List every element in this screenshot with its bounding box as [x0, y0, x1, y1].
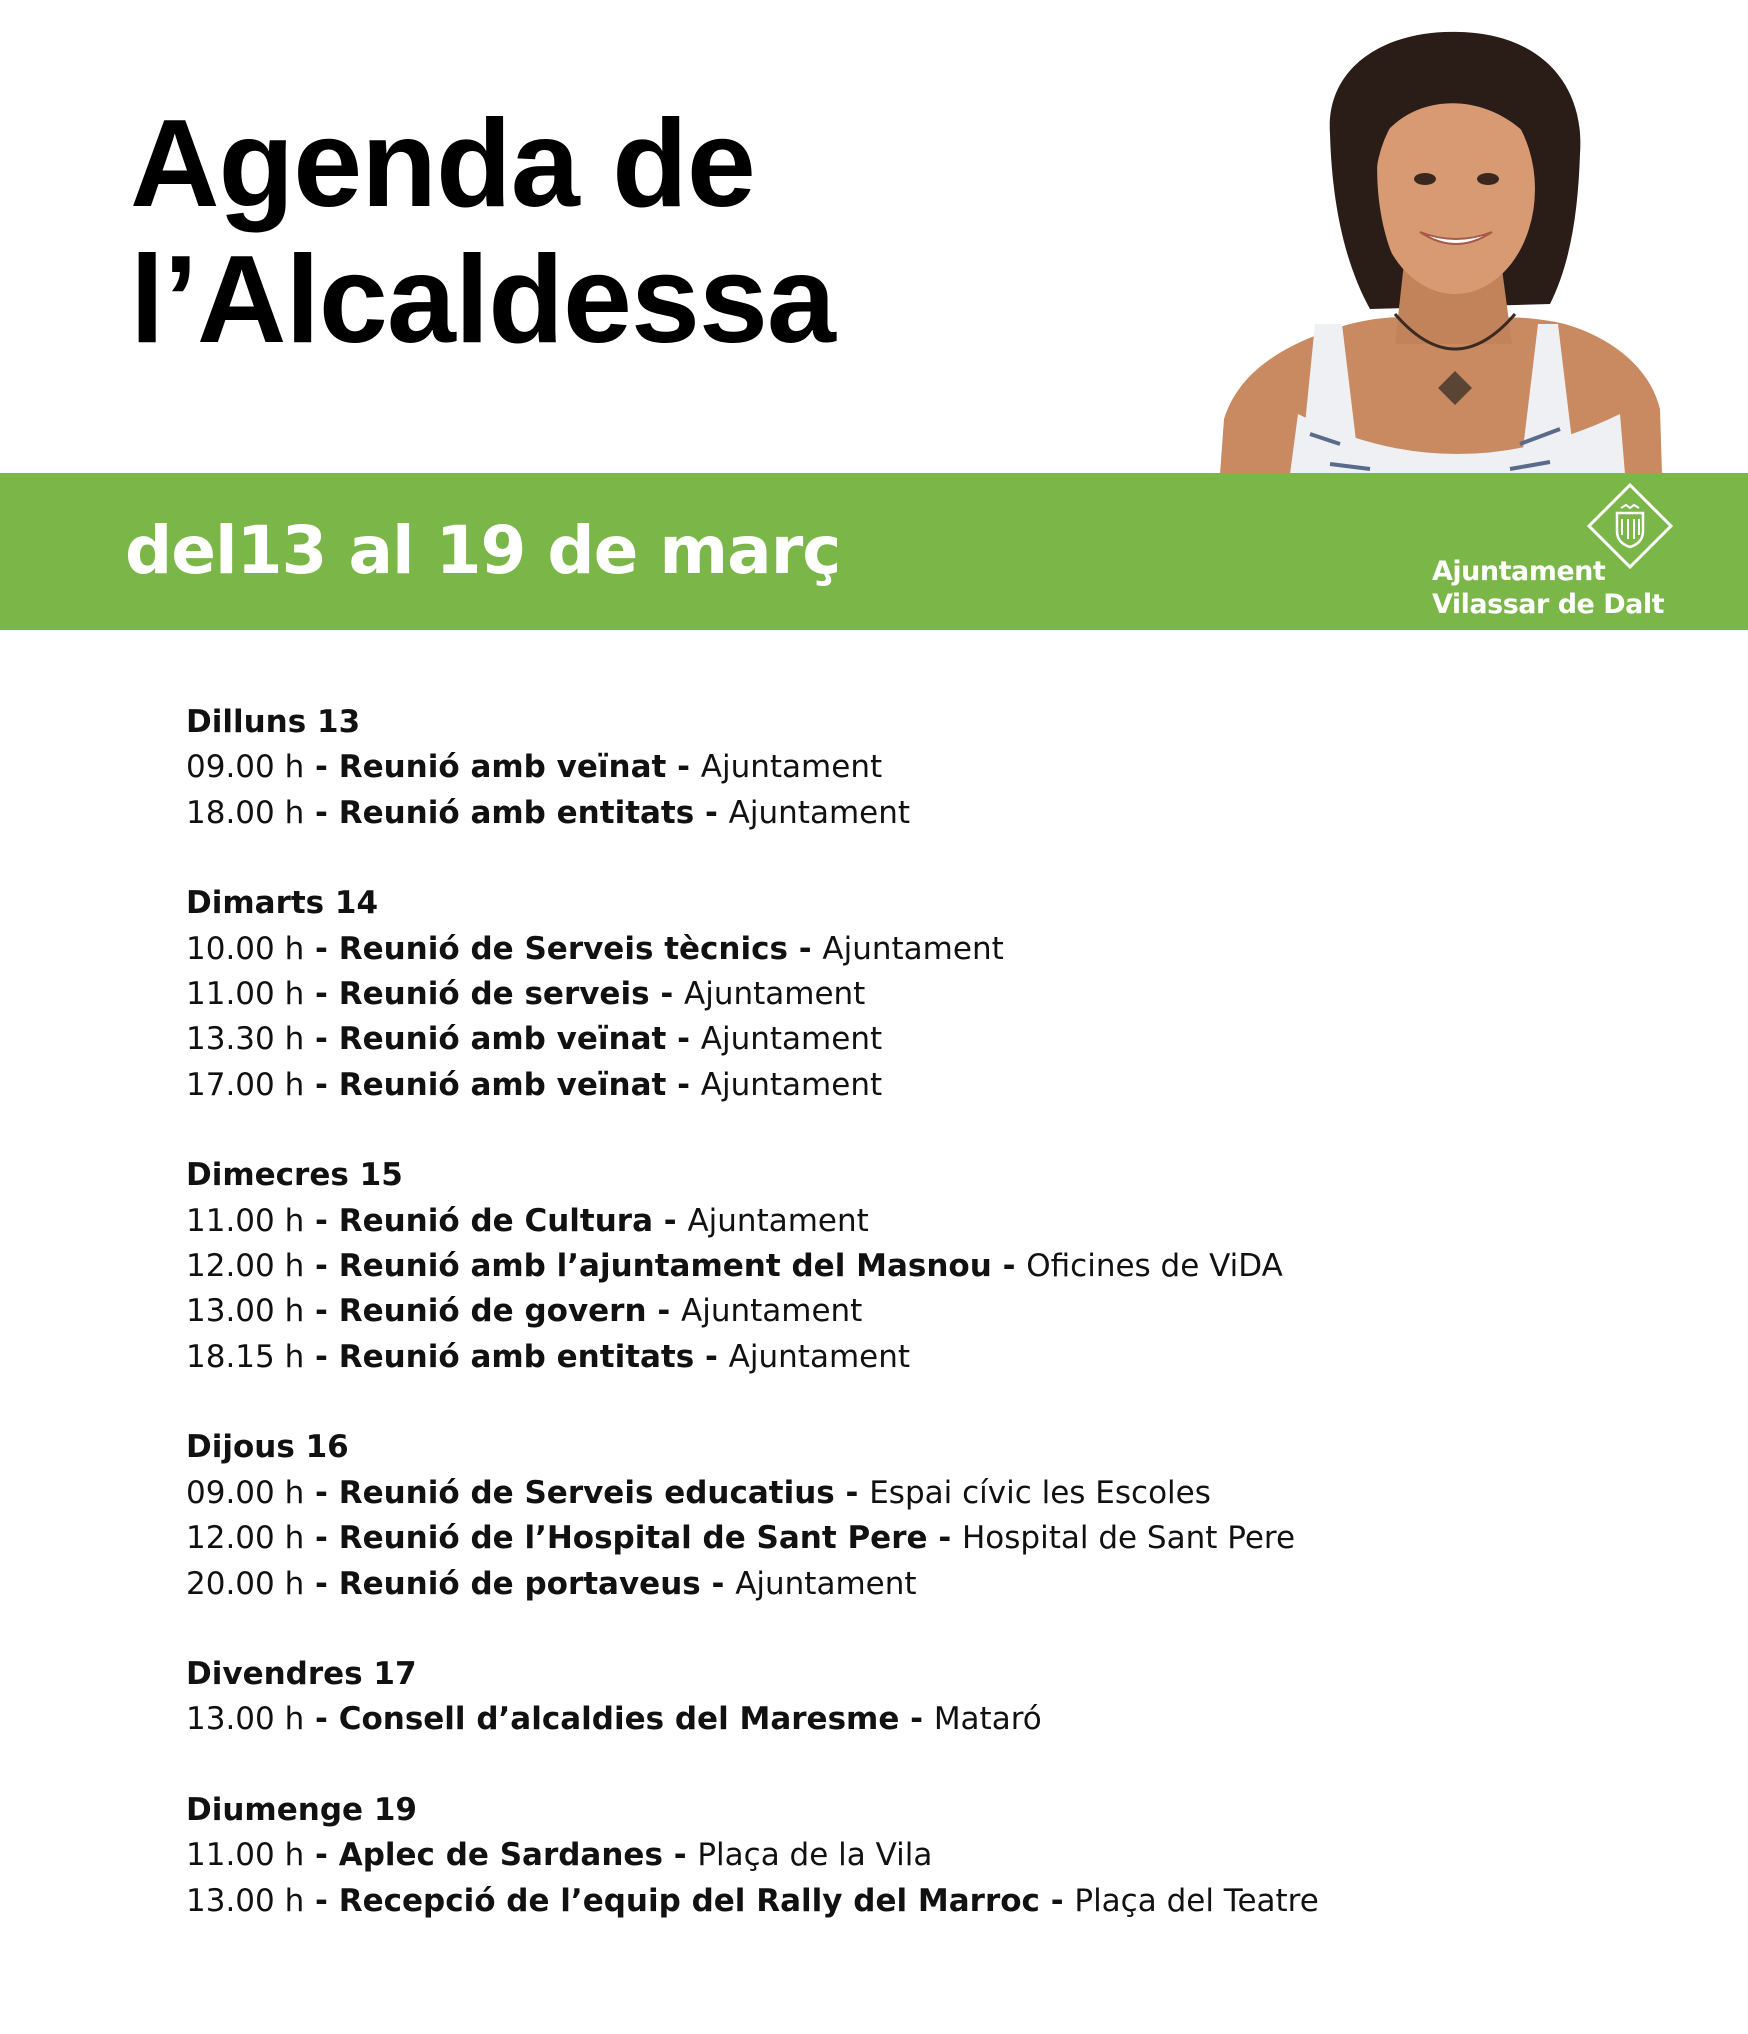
entry-event: Reunió de Serveis tècnics	[338, 930, 788, 967]
entry-separator: -	[700, 1565, 736, 1602]
entry-event: Aplec de Sardanes	[338, 1837, 663, 1874]
entry-event: Reunió amb entitats	[338, 794, 695, 831]
entry-separator: -	[304, 1837, 339, 1874]
entry-place: Espai cívic les Escoles	[869, 1474, 1211, 1511]
entry-place: Oficines de ViDA	[1026, 1248, 1283, 1285]
agenda-entry	[186, 1289, 1686, 1334]
entry-time: 18.15 h	[186, 1338, 305, 1375]
entry-separator: -	[304, 1701, 339, 1738]
entry-separator: -	[787, 930, 823, 967]
entry-separator: -	[991, 1248, 1027, 1285]
day-heading: Dimarts 14	[186, 885, 379, 922]
entry-place: Ajuntament	[684, 976, 866, 1013]
entry-separator: -	[304, 1248, 339, 1285]
logo-line-1: Ajuntament	[1432, 556, 1606, 587]
agenda-entry	[186, 972, 1686, 1017]
entry-place: Ajuntament	[681, 1293, 863, 1330]
entry-place: Ajuntament	[822, 930, 1004, 967]
entry-place: Ajuntament	[728, 794, 911, 831]
entry-separator: -	[304, 976, 339, 1013]
entry-place: Ajuntament	[700, 1066, 883, 1103]
agenda-entry	[186, 1562, 1686, 1607]
entry-time: 17.00 h	[186, 1066, 305, 1103]
entry-separator: -	[694, 1338, 729, 1375]
entry-event: Recepció de l’equip del Rally del Marroc	[338, 1882, 1040, 1919]
agenda-entry	[186, 791, 1686, 836]
entry-place: Plaça del Teatre	[1074, 1882, 1319, 1919]
agenda-day	[186, 700, 1686, 836]
date-range: del13 al 19 de març	[125, 512, 841, 589]
entry-separator: -	[694, 794, 729, 831]
entry-time: 11.00 h	[186, 1202, 305, 1239]
entry-separator: -	[304, 1565, 339, 1602]
agenda-entry	[186, 1199, 1686, 1244]
agenda-entry	[186, 1516, 1686, 1561]
agenda-entry	[186, 745, 1686, 790]
agenda-entry	[186, 1063, 1686, 1108]
entry-separator: -	[304, 1474, 339, 1511]
entry-event: Reunió amb veïnat	[338, 749, 667, 786]
mayor-portrait	[1220, 24, 1680, 474]
entry-time: 13.00 h	[186, 1882, 305, 1919]
entry-event: Consell d’alcaldies del Maresme	[338, 1701, 900, 1738]
agenda-day	[186, 1425, 1686, 1607]
agenda-entry	[186, 1335, 1686, 1380]
entry-separator: -	[304, 749, 339, 786]
entry-separator: -	[666, 1066, 701, 1103]
ajuntament-logo	[1432, 483, 1682, 623]
agenda-day	[186, 1153, 1686, 1380]
day-heading: Divendres 17	[186, 1655, 417, 1692]
day-heading: Dimecres 15	[186, 1157, 403, 1194]
entry-place: Hospital de Sant Pere	[961, 1520, 1296, 1557]
entry-time: 10.00 h	[186, 930, 305, 967]
entry-time: 20.00 h	[186, 1565, 305, 1602]
entry-separator: -	[304, 794, 339, 831]
entry-time: 13.00 h	[186, 1293, 305, 1330]
date-band	[0, 473, 1748, 630]
agenda-entry	[186, 1833, 1686, 1878]
entry-separator: -	[927, 1520, 962, 1557]
entry-time: 11.00 h	[186, 1837, 305, 1874]
agenda-entry	[186, 1471, 1686, 1516]
entry-event: Reunió de l’Hospital de Sant Pere	[338, 1520, 928, 1557]
entry-event: Reunió de Cultura	[338, 1202, 654, 1239]
entry-time: 11.00 h	[186, 976, 305, 1013]
entry-separator: -	[304, 930, 339, 967]
entry-separator: -	[653, 1202, 688, 1239]
entry-separator: -	[646, 1293, 681, 1330]
entry-place: Ajuntament	[700, 749, 883, 786]
entry-time: 12.00 h	[186, 1520, 305, 1557]
entry-time: 13.30 h	[186, 1021, 305, 1058]
entry-separator: -	[834, 1474, 870, 1511]
entry-place: Ajuntament	[735, 1565, 917, 1602]
agenda-day	[186, 881, 1686, 1108]
entry-time: 09.00 h	[186, 1474, 305, 1511]
entry-separator: -	[304, 1066, 339, 1103]
entry-time: 18.00 h	[186, 794, 305, 831]
entry-event: Reunió de govern	[338, 1293, 647, 1330]
entry-time: 12.00 h	[186, 1248, 305, 1285]
entry-place: Mataró	[933, 1701, 1042, 1738]
entry-separator: -	[304, 1882, 339, 1919]
agenda-day	[186, 1788, 1686, 1924]
entry-event: Reunió amb entitats	[338, 1338, 695, 1375]
entry-time: 13.00 h	[186, 1701, 305, 1738]
entry-event: Reunió amb veïnat	[338, 1021, 667, 1058]
day-heading: Diumenge 19	[186, 1791, 417, 1828]
agenda-entry	[186, 1879, 1686, 1924]
agenda-day	[186, 1652, 1686, 1743]
entry-separator: -	[304, 1520, 339, 1557]
agenda-entry	[186, 927, 1686, 972]
page-title	[130, 96, 835, 368]
day-heading: Dilluns 13	[186, 704, 361, 740]
entry-time: 09.00 h	[186, 749, 305, 786]
entry-event: Reunió de portaveus	[338, 1565, 701, 1602]
entry-place: Ajuntament	[728, 1338, 911, 1375]
entry-separator: -	[649, 976, 684, 1013]
entry-place: Ajuntament	[687, 1202, 869, 1239]
entry-event: Reunió de Serveis educatius	[338, 1474, 835, 1511]
entry-event: Reunió amb l’ajuntament del Masnou	[338, 1248, 992, 1285]
entry-separator: -	[666, 1021, 701, 1058]
agenda-entry	[186, 1244, 1686, 1289]
entry-place: Plaça de la Vila	[697, 1837, 933, 1874]
logo-line-2: Vilassar de Dalt	[1432, 589, 1665, 620]
day-heading: Dijous 16	[186, 1429, 349, 1466]
entry-separator: -	[304, 1293, 339, 1330]
entry-separator: -	[666, 749, 701, 786]
entry-separator: -	[304, 1021, 339, 1058]
entry-event: Reunió de serveis	[338, 976, 650, 1013]
entry-event: Reunió amb veïnat	[338, 1066, 667, 1103]
agenda-entry	[186, 1697, 1686, 1742]
agenda-entry	[186, 1017, 1686, 1062]
entry-separator: -	[304, 1202, 339, 1239]
entry-separator: -	[899, 1701, 934, 1738]
agenda-list	[186, 700, 1686, 1969]
title-line-2: l’Alcaldessa	[130, 231, 835, 369]
entry-place: Ajuntament	[700, 1021, 883, 1058]
title-line-1: Agenda de	[130, 95, 755, 233]
entry-separator: -	[304, 1338, 339, 1375]
entry-separator: -	[662, 1837, 698, 1874]
entry-separator: -	[1039, 1882, 1075, 1919]
